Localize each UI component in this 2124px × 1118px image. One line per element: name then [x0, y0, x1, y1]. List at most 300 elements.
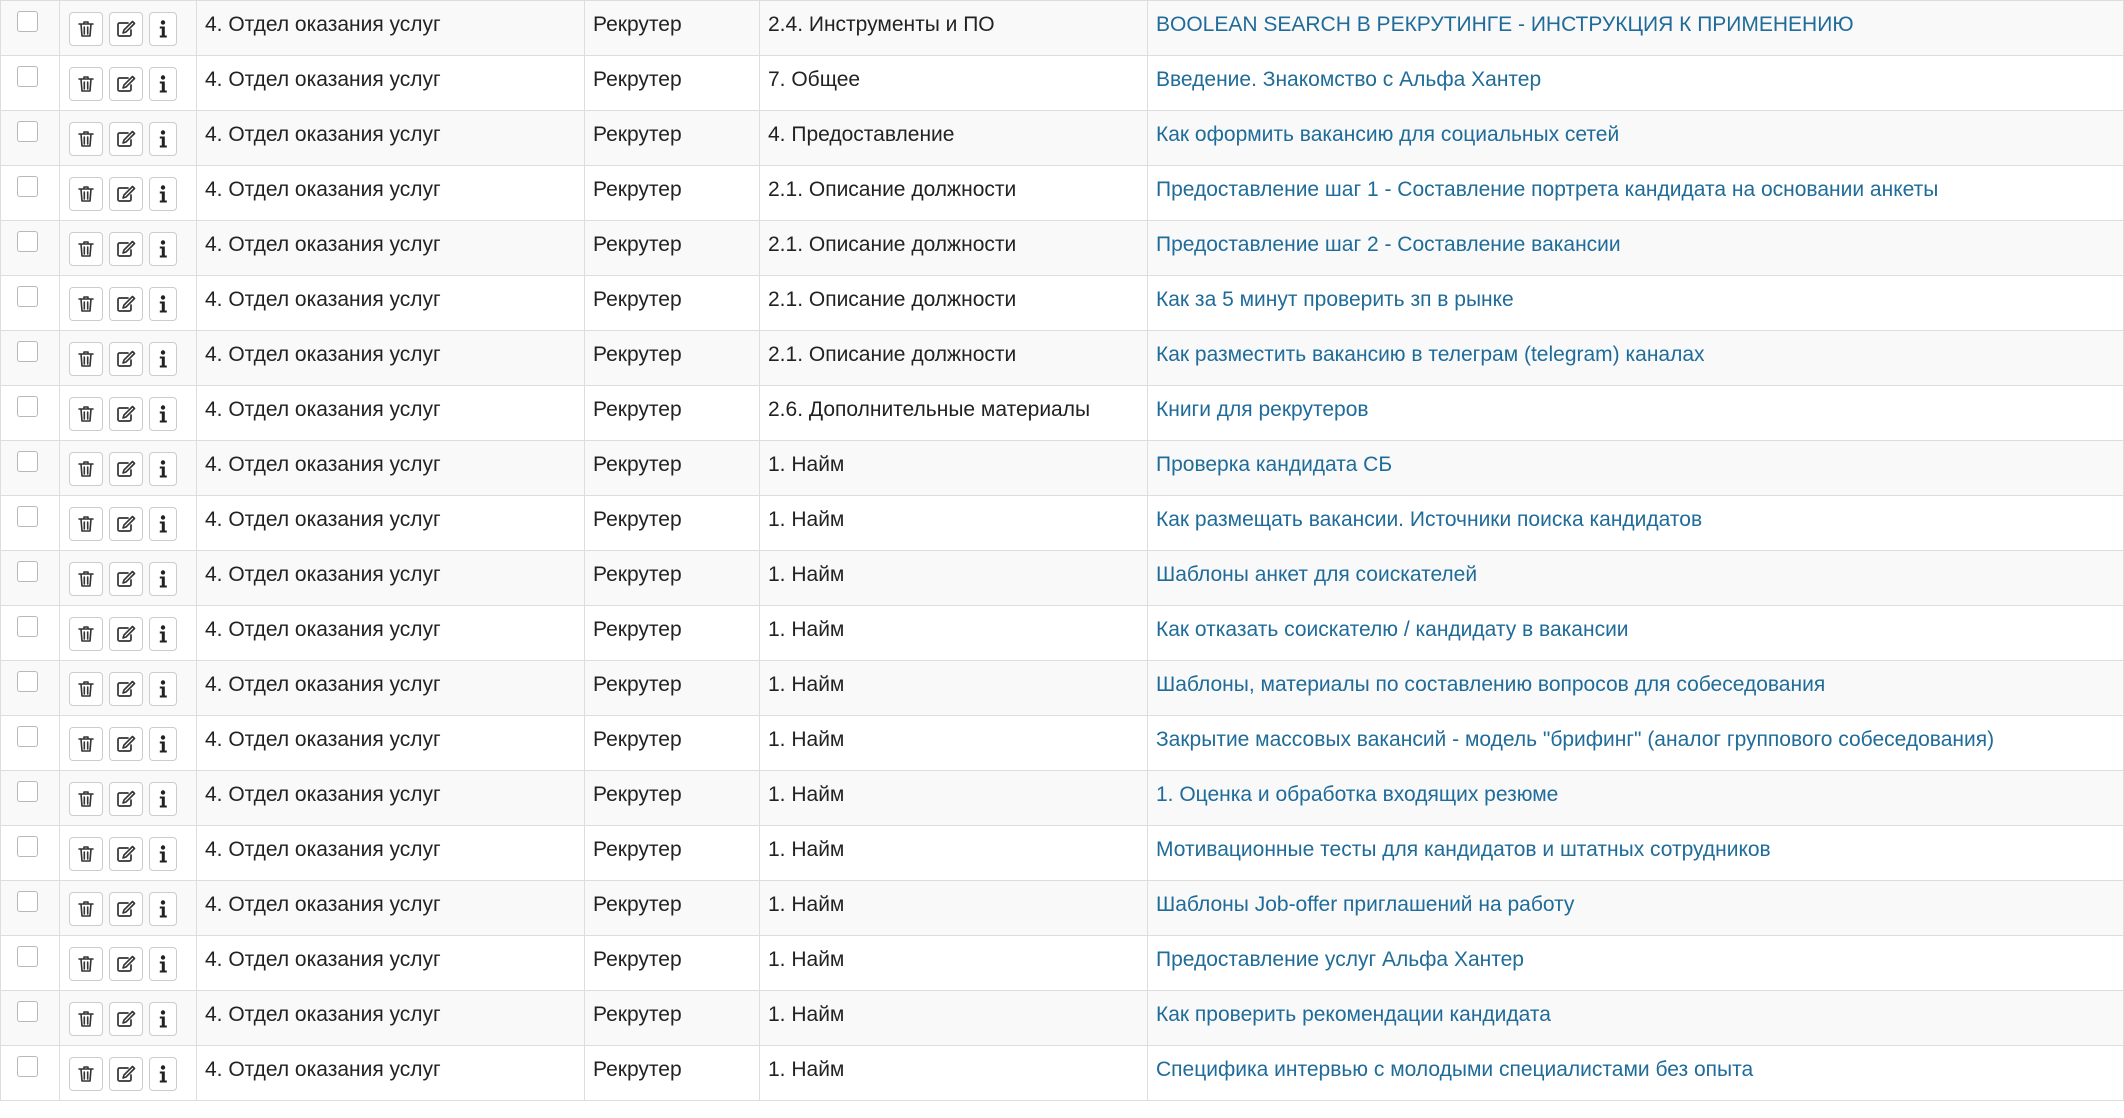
department-cell: 4. Отдел оказания услуг	[197, 276, 585, 331]
trash-icon	[78, 130, 94, 148]
select-cell	[1, 1046, 60, 1101]
edit-button[interactable]	[109, 562, 143, 596]
row-checkbox[interactable]	[17, 176, 38, 197]
department-cell: 4. Отдел оказания услуг	[197, 56, 585, 111]
info-icon	[159, 1065, 167, 1083]
row-actions	[69, 342, 196, 376]
delete-button[interactable]	[69, 892, 103, 926]
row-checkbox[interactable]	[17, 946, 38, 967]
row-actions	[69, 892, 196, 926]
row-actions	[69, 67, 196, 101]
title-cell	[1148, 221, 2124, 276]
row-actions	[69, 452, 196, 486]
edit-icon	[116, 570, 136, 588]
info-icon	[159, 20, 167, 38]
title-cell	[1148, 331, 2124, 386]
section-cell: 2.1. Описание должности	[760, 166, 1148, 221]
actions-cell	[60, 1046, 197, 1101]
title-cell	[1148, 606, 2124, 661]
table-row	[1, 1, 2124, 56]
delete-button[interactable]	[69, 232, 103, 266]
department-cell: 4. Отдел оказания услуг	[197, 386, 585, 441]
title-cell	[1148, 826, 2124, 881]
edit-button[interactable]	[109, 727, 143, 761]
select-cell	[1, 331, 60, 386]
row-checkbox[interactable]	[17, 286, 38, 307]
role-cell: Рекрутер	[585, 221, 760, 276]
info-button[interactable]	[149, 782, 177, 816]
title-cell	[1148, 881, 2124, 936]
actions-cell	[60, 166, 197, 221]
row-checkbox[interactable]	[17, 121, 38, 142]
role-cell: Рекрутер	[585, 881, 760, 936]
edit-icon	[116, 295, 136, 313]
department-cell: 4. Отдел оказания услуг	[197, 936, 585, 991]
edit-button[interactable]	[109, 287, 143, 321]
edit-button[interactable]	[109, 672, 143, 706]
section-cell: 1. Найм	[760, 716, 1148, 771]
trash-icon	[78, 460, 94, 478]
edit-icon	[116, 130, 136, 148]
row-actions	[69, 232, 196, 266]
row-checkbox[interactable]	[17, 451, 38, 472]
section-cell: 2.1. Описание должности	[760, 331, 1148, 386]
row-checkbox[interactable]	[17, 506, 38, 527]
department-cell: 4. Отдел оказания услуг	[197, 166, 585, 221]
article-title-link[interactable]: Как отказать соискателю / кандидату в вакансии	[1156, 618, 1629, 641]
title-cell	[1148, 551, 2124, 606]
info-button[interactable]	[149, 397, 177, 431]
edit-icon	[116, 240, 136, 258]
info-button[interactable]	[149, 177, 177, 211]
trash-icon	[78, 790, 94, 808]
article-title-link[interactable]: 1. Оценка и обработка входящих резюме	[1156, 783, 1559, 806]
info-button[interactable]	[149, 727, 177, 761]
info-icon	[159, 405, 167, 423]
actions-cell	[60, 661, 197, 716]
article-title-link[interactable]: Введение. Знакомство с Альфа Хантер	[1156, 68, 1542, 91]
edit-button[interactable]	[109, 122, 143, 156]
table-row	[1, 991, 2124, 1046]
title-cell	[1148, 56, 2124, 111]
article-title-link[interactable]: Закрытие массовых вакансий - модель "брифинг" (аналог группового собеседования)	[1156, 728, 1995, 751]
edit-icon	[116, 460, 136, 478]
title-cell	[1148, 661, 2124, 716]
row-checkbox[interactable]	[17, 396, 38, 417]
select-cell	[1, 56, 60, 111]
section-cell: 1. Найм	[760, 826, 1148, 881]
actions-cell	[60, 606, 197, 661]
info-button[interactable]	[149, 617, 177, 651]
department-cell: 4. Отдел оказания услуг	[197, 496, 585, 551]
actions-cell	[60, 56, 197, 111]
section-cell: 2.6. Дополнительные материалы	[760, 386, 1148, 441]
row-actions	[69, 947, 196, 981]
section-cell: 1. Найм	[760, 771, 1148, 826]
department-cell: 4. Отдел оказания услуг	[197, 551, 585, 606]
info-button[interactable]	[149, 947, 177, 981]
row-checkbox[interactable]	[17, 891, 38, 912]
edit-button[interactable]	[109, 1002, 143, 1036]
delete-button[interactable]	[69, 782, 103, 816]
table-row	[1, 166, 2124, 221]
table-row	[1, 1046, 2124, 1101]
department-cell: 4. Отдел оказания услуг	[197, 1, 585, 56]
section-cell: 2.1. Описание должности	[760, 221, 1148, 276]
article-title-link[interactable]: Как размещать вакансии. Источники поиска кандидатов	[1156, 508, 1703, 531]
delete-button[interactable]	[69, 1002, 103, 1036]
role-cell: Рекрутер	[585, 111, 760, 166]
row-actions	[69, 12, 196, 46]
info-button[interactable]	[149, 287, 177, 321]
department-cell: 4. Отдел оказания услуг	[197, 716, 585, 771]
trash-icon	[78, 680, 94, 698]
trash-icon	[78, 1065, 94, 1083]
table-row	[1, 276, 2124, 331]
row-actions	[69, 1057, 196, 1091]
delete-button[interactable]	[69, 452, 103, 486]
edit-button[interactable]	[109, 947, 143, 981]
title-cell	[1148, 276, 2124, 331]
role-cell: Рекрутер	[585, 551, 760, 606]
edit-button[interactable]	[109, 67, 143, 101]
actions-cell	[60, 881, 197, 936]
article-title-link[interactable]: Предоставление шаг 1 - Составление портрета кандидата на основании анкеты	[1156, 178, 1939, 201]
section-cell: 1. Найм	[760, 441, 1148, 496]
role-cell: Рекрутер	[585, 1046, 760, 1101]
trash-icon	[78, 735, 94, 753]
info-icon	[159, 790, 167, 808]
department-cell: 4. Отдел оказания услуг	[197, 826, 585, 881]
table-row	[1, 56, 2124, 111]
edit-button[interactable]	[109, 452, 143, 486]
info-icon	[159, 845, 167, 863]
article-title-link[interactable]: Шаблоны, материалы по составлению вопросов для собеседования	[1156, 673, 1826, 696]
edit-icon	[116, 955, 136, 973]
table-row	[1, 386, 2124, 441]
edit-button[interactable]	[109, 177, 143, 211]
edit-button[interactable]	[109, 892, 143, 926]
info-icon	[159, 680, 167, 698]
role-cell: Рекрутер	[585, 716, 760, 771]
title-cell	[1148, 1046, 2124, 1101]
trash-icon	[78, 185, 94, 203]
delete-button[interactable]	[69, 287, 103, 321]
actions-cell	[60, 221, 197, 276]
row-actions	[69, 727, 196, 761]
select-cell	[1, 661, 60, 716]
delete-button[interactable]	[69, 67, 103, 101]
row-actions	[69, 837, 196, 871]
row-checkbox[interactable]	[17, 1056, 38, 1077]
edit-button[interactable]	[109, 507, 143, 541]
select-cell	[1, 386, 60, 441]
row-checkbox[interactable]	[17, 1001, 38, 1022]
role-cell: Рекрутер	[585, 386, 760, 441]
role-cell: Рекрутер	[585, 166, 760, 221]
select-cell	[1, 1, 60, 56]
select-cell	[1, 936, 60, 991]
edit-button[interactable]	[109, 232, 143, 266]
info-icon	[159, 735, 167, 753]
section-cell: 1. Найм	[760, 881, 1148, 936]
delete-button[interactable]	[69, 507, 103, 541]
info-button[interactable]	[149, 1002, 177, 1036]
actions-cell	[60, 1, 197, 56]
info-icon	[159, 900, 167, 918]
delete-button[interactable]	[69, 1057, 103, 1091]
info-icon	[159, 515, 167, 533]
info-button[interactable]	[149, 232, 177, 266]
trash-icon	[78, 240, 94, 258]
article-title-link[interactable]: Как разместить вакансию в телеграм (telegram) каналах	[1156, 343, 1705, 366]
title-cell	[1148, 111, 2124, 166]
actions-cell	[60, 276, 197, 331]
info-button[interactable]	[149, 342, 177, 376]
article-title-link[interactable]: Шаблоны анкет для соискателей	[1156, 563, 1478, 586]
delete-button[interactable]	[69, 12, 103, 46]
row-actions	[69, 397, 196, 431]
section-cell: 1. Найм	[760, 1046, 1148, 1101]
edit-button[interactable]	[109, 342, 143, 376]
actions-cell	[60, 441, 197, 496]
table-row	[1, 826, 2124, 881]
role-cell: Рекрутер	[585, 826, 760, 881]
edit-button[interactable]	[109, 1057, 143, 1091]
article-title-link[interactable]: Шаблоны Job-offer приглашений на работу	[1156, 893, 1575, 916]
info-button[interactable]	[149, 1057, 177, 1091]
trash-icon	[78, 625, 94, 643]
table-row	[1, 881, 2124, 936]
select-cell	[1, 221, 60, 276]
delete-button[interactable]	[69, 947, 103, 981]
row-actions	[69, 617, 196, 651]
row-checkbox[interactable]	[17, 341, 38, 362]
row-checkbox[interactable]	[17, 726, 38, 747]
select-cell	[1, 606, 60, 661]
row-checkbox[interactable]	[17, 66, 38, 87]
edit-icon	[116, 515, 136, 533]
row-actions	[69, 782, 196, 816]
row-actions	[69, 672, 196, 706]
role-cell: Рекрутер	[585, 991, 760, 1046]
department-cell: 4. Отдел оказания услуг	[197, 111, 585, 166]
select-cell	[1, 881, 60, 936]
info-button[interactable]	[149, 452, 177, 486]
article-title-link[interactable]: Предоставление услуг Альфа Хантер	[1156, 948, 1524, 971]
section-cell: 2.4. Инструменты и ПО	[760, 1, 1148, 56]
info-icon	[159, 350, 167, 368]
edit-icon	[116, 900, 136, 918]
info-icon	[159, 460, 167, 478]
article-title-link[interactable]: Как за 5 минут проверить зп в рынке	[1156, 288, 1514, 311]
title-cell	[1148, 1, 2124, 56]
edit-icon	[116, 405, 136, 423]
trash-icon	[78, 845, 94, 863]
department-cell: 4. Отдел оказания услуг	[197, 771, 585, 826]
section-cell: 1. Найм	[760, 606, 1148, 661]
edit-icon	[116, 350, 136, 368]
table-row	[1, 771, 2124, 826]
department-cell: 4. Отдел оказания услуг	[197, 1046, 585, 1101]
row-checkbox[interactable]	[17, 781, 38, 802]
actions-cell	[60, 991, 197, 1046]
trash-icon	[78, 75, 94, 93]
section-cell: 1. Найм	[760, 936, 1148, 991]
table-row	[1, 936, 2124, 991]
edit-icon	[116, 185, 136, 203]
table-row	[1, 716, 2124, 771]
delete-button[interactable]	[69, 837, 103, 871]
actions-cell	[60, 771, 197, 826]
title-cell	[1148, 936, 2124, 991]
role-cell: Рекрутер	[585, 276, 760, 331]
edit-icon	[116, 1010, 136, 1028]
info-icon	[159, 240, 167, 258]
article-title-link[interactable]: Специфика интервью с молодыми специалистами без опыта	[1156, 1058, 1754, 1081]
role-cell: Рекрутер	[585, 496, 760, 551]
edit-icon	[116, 680, 136, 698]
role-cell: Рекрутер	[585, 441, 760, 496]
trash-icon	[78, 405, 94, 423]
actions-cell	[60, 111, 197, 166]
row-actions	[69, 177, 196, 211]
info-icon	[159, 955, 167, 973]
article-title-link[interactable]: Мотивационные тесты для кандидатов и штатных сотрудников	[1156, 838, 1771, 861]
edit-icon	[116, 790, 136, 808]
section-cell: 4. Предоставление	[760, 111, 1148, 166]
trash-icon	[78, 900, 94, 918]
select-cell	[1, 991, 60, 1046]
table-row	[1, 606, 2124, 661]
delete-button[interactable]	[69, 342, 103, 376]
table-body	[1, 1, 2124, 1101]
title-cell	[1148, 496, 2124, 551]
delete-button[interactable]	[69, 177, 103, 211]
info-icon	[159, 75, 167, 93]
info-icon	[159, 295, 167, 313]
article-title-link[interactable]: Проверка кандидата СБ	[1156, 453, 1393, 476]
info-button[interactable]	[149, 67, 177, 101]
title-cell	[1148, 716, 2124, 771]
table-row	[1, 111, 2124, 166]
article-title-link[interactable]: Как оформить вакансию для социальных сетей	[1156, 123, 1620, 146]
select-cell	[1, 826, 60, 881]
delete-button[interactable]	[69, 727, 103, 761]
edit-icon	[116, 735, 136, 753]
department-cell: 4. Отдел оказания услуг	[197, 991, 585, 1046]
table-row	[1, 221, 2124, 276]
table-row	[1, 331, 2124, 386]
edit-icon	[116, 1065, 136, 1083]
actions-cell	[60, 936, 197, 991]
edit-button[interactable]	[109, 782, 143, 816]
department-cell: 4. Отдел оказания услуг	[197, 331, 585, 386]
table-row	[1, 441, 2124, 496]
delete-button[interactable]	[69, 122, 103, 156]
department-cell: 4. Отдел оказания услуг	[197, 441, 585, 496]
row-checkbox[interactable]	[17, 11, 38, 32]
edit-icon	[116, 625, 136, 643]
trash-icon	[78, 350, 94, 368]
department-cell: 4. Отдел оказания услуг	[197, 881, 585, 936]
role-cell: Рекрутер	[585, 936, 760, 991]
info-button[interactable]	[149, 672, 177, 706]
info-button[interactable]	[149, 562, 177, 596]
info-button[interactable]	[149, 507, 177, 541]
trash-icon	[78, 295, 94, 313]
article-title-link[interactable]: Предоставление шаг 2 - Составление вакансии	[1156, 233, 1621, 256]
table-row	[1, 551, 2124, 606]
edit-icon	[116, 20, 136, 38]
row-checkbox[interactable]	[17, 616, 38, 637]
article-title-link[interactable]: BOOLEAN SEARCH В РЕКРУТИНГЕ - ИНСТРУКЦИЯ К ПРИМЕНЕНИЮ	[1156, 13, 1854, 36]
trash-icon	[78, 955, 94, 973]
trash-icon	[78, 20, 94, 38]
select-cell	[1, 771, 60, 826]
section-cell: 1. Найм	[760, 496, 1148, 551]
row-actions	[69, 507, 196, 541]
title-cell	[1148, 386, 2124, 441]
table-row	[1, 496, 2124, 551]
info-icon	[159, 570, 167, 588]
actions-cell	[60, 716, 197, 771]
delete-button[interactable]	[69, 672, 103, 706]
row-actions	[69, 562, 196, 596]
edit-icon	[116, 845, 136, 863]
row-actions	[69, 287, 196, 321]
table-row	[1, 661, 2124, 716]
info-button[interactable]	[149, 892, 177, 926]
info-button[interactable]	[149, 12, 177, 46]
info-icon	[159, 1010, 167, 1028]
trash-icon	[78, 570, 94, 588]
edit-button[interactable]	[109, 617, 143, 651]
actions-cell	[60, 386, 197, 441]
article-title-link[interactable]: Книги для рекрутеров	[1156, 398, 1369, 421]
title-cell	[1148, 441, 2124, 496]
role-cell: Рекрутер	[585, 331, 760, 386]
delete-button[interactable]	[69, 617, 103, 651]
role-cell: Рекрутер	[585, 771, 760, 826]
delete-button[interactable]	[69, 397, 103, 431]
article-title-link[interactable]: Как проверить рекомендации кандидата	[1156, 1003, 1551, 1026]
row-checkbox[interactable]	[17, 231, 38, 252]
info-button[interactable]	[149, 122, 177, 156]
info-icon	[159, 130, 167, 148]
trash-icon	[78, 1010, 94, 1028]
row-checkbox[interactable]	[17, 836, 38, 857]
actions-cell	[60, 496, 197, 551]
row-actions	[69, 122, 196, 156]
edit-button[interactable]	[109, 837, 143, 871]
row-checkbox[interactable]	[17, 561, 38, 582]
role-cell: Рекрутер	[585, 661, 760, 716]
edit-button[interactable]	[109, 397, 143, 431]
info-button[interactable]	[149, 837, 177, 871]
edit-button[interactable]	[109, 12, 143, 46]
trash-icon	[78, 515, 94, 533]
select-cell	[1, 551, 60, 606]
department-cell: 4. Отдел оказания услуг	[197, 661, 585, 716]
delete-button[interactable]	[69, 562, 103, 596]
role-cell: Рекрутер	[585, 56, 760, 111]
section-cell: 1. Найм	[760, 551, 1148, 606]
role-cell: Рекрутер	[585, 606, 760, 661]
actions-cell	[60, 551, 197, 606]
row-checkbox[interactable]	[17, 671, 38, 692]
title-cell	[1148, 991, 2124, 1046]
